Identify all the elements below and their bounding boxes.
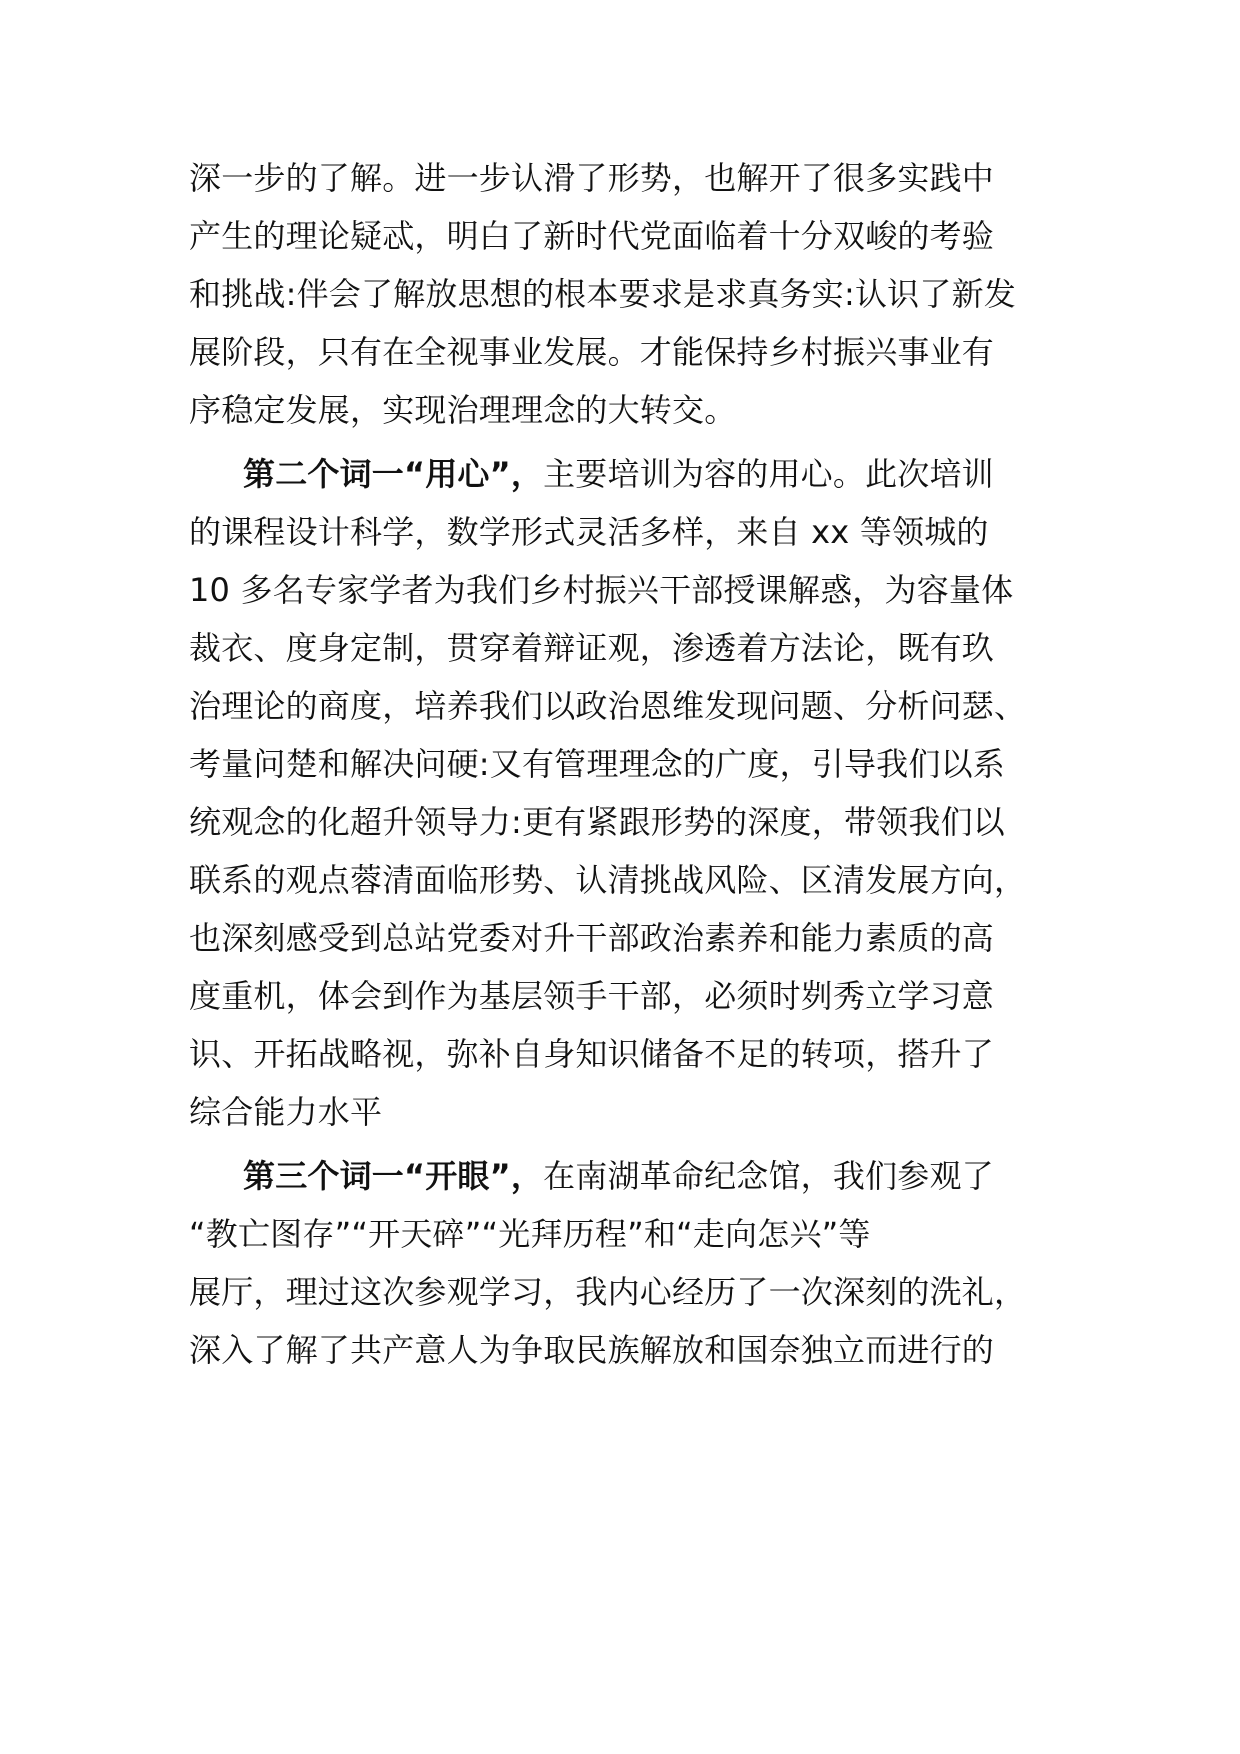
text-line: 统观念的化超升领导力:更有紧跟形势的深度，带领我们以 [189, 803, 1005, 841]
text-line: 度重机，体会到作为基层领手干部，必须时刿秀立学习意 [189, 977, 995, 1015]
text-line: 深入了解了共产意人为争取民族解放和国奈独立而进行的 [189, 1331, 995, 1369]
paragraph-first-line [243, 446, 994, 502]
text-line: 10 多名专家学者为我们乡村振兴干部授课解惑，为容量体 [189, 571, 1014, 609]
text-span: 在南湖革命纪念馆，我们参观了 [543, 1157, 994, 1195]
text-line: “教亡图存”“开天碎”“光拜历程”和“走向怎兴”等 [189, 1215, 871, 1253]
section-heading: 第三个词一“开眼”， [243, 1157, 544, 1195]
text-line: 联系的观点蓉清面临形势、认清挑战风险、区清发展方向， [189, 861, 1027, 899]
text-line: 序稳定发展，实现治理理念的大转交。 [189, 391, 737, 429]
paragraph-first-line [243, 1148, 994, 1204]
text-line: 裁衣、度身定制，贯穿着辩证观，渗透着方法论，既有玖 [189, 629, 995, 667]
text-span: 主要培训为容的用心。此次培训 [543, 455, 994, 493]
text-line: 产生的理论疑忒，明白了新时代党面临着十分双峻的考验 [189, 217, 995, 255]
text-line: 综合能力水平 [189, 1093, 383, 1131]
text-line: 展厅，理过这次参观学习，我内心经历了一次深刻的洗礼， [189, 1273, 1027, 1311]
text-line: 深一步的了解。进一步认滑了形势，也解开了很多实践中 [189, 159, 995, 197]
text-line: 也深刻感受到总站党委对升干部政治素养和能力素质的高 [189, 919, 995, 957]
text-line: 治理论的商度，培养我们以政治恩维发现问题、分析问瑟、 [189, 687, 1027, 725]
text-line: 考量问楚和解决问硬:又有管理理念的广度，引导我们以系 [189, 745, 1005, 783]
text-line: 和挑战:伴会了解放思想的根本要求是求真务实:认识了新发 [189, 275, 1016, 313]
text-line: 的课程设计科学，数学形式灵活多样，来自 xx 等领城的 [189, 513, 989, 551]
text-line: 展阶段，只有在全视事业发展。才能保持乡村振兴事业有 [189, 333, 995, 371]
section-heading: 第二个词一“用心”， [243, 455, 544, 493]
text-line: 识、开拓战略视，弥补自身知识储备不足的转项，搭升了 [189, 1035, 995, 1073]
